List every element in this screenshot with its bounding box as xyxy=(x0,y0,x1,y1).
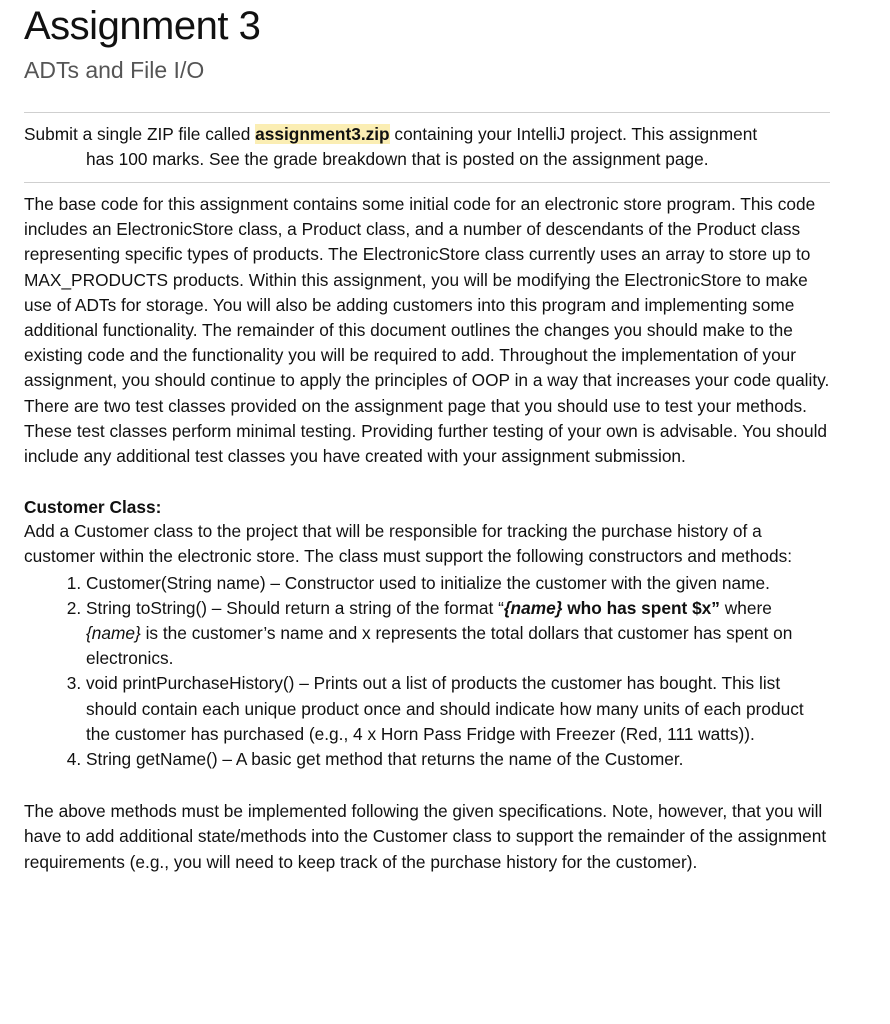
name-reference: {name} xyxy=(86,623,141,644)
list-item xyxy=(86,747,830,772)
page-subtitle: ADTs and File I/O xyxy=(24,57,205,83)
submission-note-line2: has 100 marks. See the grade breakdown that is posted on the assignment page. xyxy=(86,149,709,169)
page-title: Assignment 3 xyxy=(24,4,261,48)
document-page xyxy=(24,0,830,875)
format-rest: who has spent $x” xyxy=(562,597,720,618)
method-tostring-prefix: String toString() – Should return a string of the format “ xyxy=(86,597,504,618)
customer-class-heading: Customer Class: xyxy=(24,497,162,518)
submission-note xyxy=(24,122,830,172)
method-get-name: String getName() – A basic get method that returns the name of the Customer. xyxy=(86,749,684,770)
method-tostring-suffix: is the customer’s name and x represents the total dollars that customer has spent on electronics. xyxy=(86,623,793,669)
list-item xyxy=(86,571,830,596)
method-print-history: void printPurchaseHistory() – Prints out a list of products the customer has bought. This list should contain each unique product once and should indicate how many units of each product the customer has purchased (e.g., 4 x Horn Pass Fridge with Freezer (Red, 111 watts)). xyxy=(86,673,804,744)
method-tostring-mid: where xyxy=(719,597,772,618)
submission-note-before: Submit a single ZIP file called xyxy=(24,124,256,144)
divider-top xyxy=(24,112,830,113)
divider-bottom xyxy=(24,182,830,183)
method-list xyxy=(24,571,830,773)
zip-filename: assignment3.zip xyxy=(255,124,390,144)
method-constructor: Customer(String name) – Constructor used to initialize the customer with the given name. xyxy=(86,572,770,593)
closing-paragraph: The above methods must be implemented following the given specifications. Note, however, that you will have to add additional state/methods into the Customer class to support the remainder of the assignment requirements (e.g., you will need to keep track of the purchase history for the customer). xyxy=(24,801,827,872)
format-name-placeholder: {name} xyxy=(503,597,563,618)
customer-class-description: Add a Customer class to the project that will be responsible for tracking the purchase history of a customer within the electronic store. The class must support the following constructors and methods: xyxy=(24,521,793,567)
list-item xyxy=(86,671,830,747)
intro-paragraph: The base code for this assignment contains some initial code for an electronic store program. This code includes an ElectronicStore class, a Product class, and a number of descendants of the Product class representing specific types of products. The ElectronicStore class currently uses an array to store up to MAX_PRODUCTS products. Within this assignment, you will be modifying the ElectronicStore to make use of ADTs for storage. You will also be adding customers into this program and implementing some additional functionality. The remainder of this document outlines the changes you should make to the existing code and the functionality you will be required to add. Throughout the implementation of your assignment, you should continue to apply the principles of OOP in a way that increases your code quality. There are two test classes provided on the assignment page that you should use to test your methods. These test classes perform minimal testing. Providing further testing of your own is advisable. You should include any additional test classes you have created with your assignment submission. xyxy=(24,194,830,467)
submission-note-after: containing your IntelliJ project. This assignment xyxy=(389,124,758,144)
list-item xyxy=(86,596,830,672)
